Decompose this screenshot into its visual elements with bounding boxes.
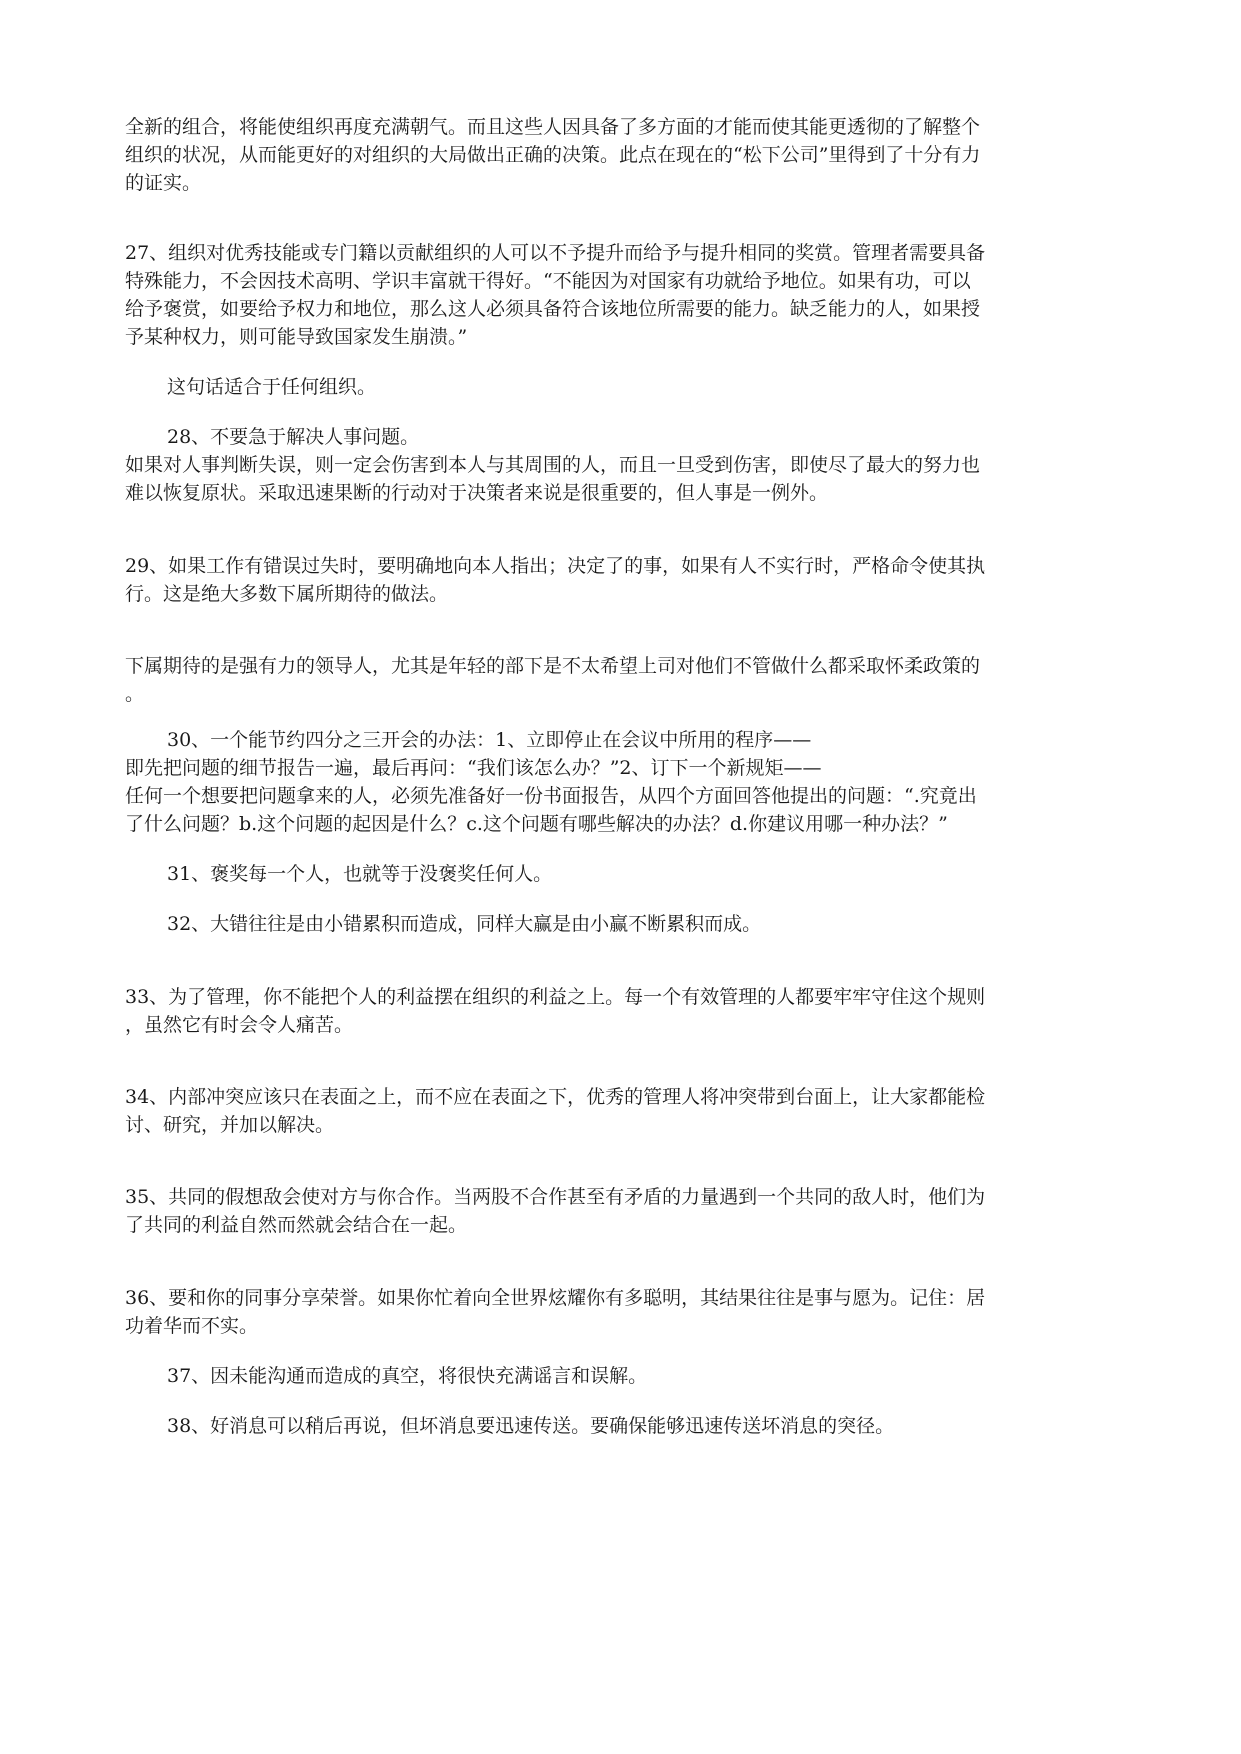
text-line: 功着华而不实。 bbox=[125, 1315, 259, 1337]
text-line: 讨、研究，并加以解决。 bbox=[125, 1114, 335, 1136]
text-line: 下属期待的是强有力的领导人，尤其是年轻的部下是不太希望上司对他们不管做什么都采取怀柔政策的 bbox=[125, 655, 981, 677]
text-line: 予某种权力，则可能导致国家发生崩溃。” bbox=[125, 326, 468, 348]
text-line: 33、为了管理，你不能把个人的利益摆在组织的利益之上。每一个有效管理的人都要牢牢守住这个规则 bbox=[125, 986, 986, 1008]
text-line: 36、要和你的同事分享荣誉。如果你忙着向全世界炫耀你有多聪明，其结果往往是事与愿为。记住：居 bbox=[125, 1287, 986, 1309]
text-line: 38、好消息可以稍后再说，但坏消息要迅速传送。要确保能够迅速传送坏消息的突径。 bbox=[167, 1415, 895, 1437]
text-line: 这句话适合于任何组织。 bbox=[167, 376, 377, 398]
text-line: 难以恢复原状。采取迅速果断的行动对于决策者来说是很重要的，但人事是一例外。 bbox=[125, 482, 829, 504]
text-line: 27、组织对优秀技能或专门籍以贡献组织的人可以不予提升而给予与提升相同的奖赏。管理者需要具备 bbox=[125, 242, 986, 264]
text-line: 31、褒奖每一个人，也就等于没褒奖任何人。 bbox=[167, 863, 553, 885]
text-line: 30、一个能节约四分之三开会的办法：1、立即停止在会议中所用的程序—— bbox=[167, 729, 812, 751]
text-line: 。 bbox=[125, 683, 145, 705]
text-line: 如果对人事判断失误，则一定会伤害到本人与其周围的人，而且一旦受到伤害，即使尽了最大的努力也 bbox=[125, 454, 981, 476]
text-line: 29、如果工作有错误过失时，要明确地向本人指出；决定了的事，如果有人不实行时，严格命令使其执 bbox=[125, 555, 986, 577]
text-line: 了什么问题？b.这个问题的起因是什么？c.这个问题有哪些解决的办法？d.你建议用哪一种办法？” bbox=[125, 813, 948, 835]
text-line: 了共同的利益自然而然就会结合在一起。 bbox=[125, 1214, 468, 1236]
text-line: 34、内部冲突应该只在表面之上，而不应在表面之下，优秀的管理人将冲突带到台面上，让大家都能检 bbox=[125, 1086, 986, 1108]
text-line: 组织的状况，从而能更好的对组织的大局做出正确的决策。此点在现在的“松下公司”里得到了十分有力 bbox=[125, 144, 981, 166]
text-line: 的证实。 bbox=[125, 172, 202, 194]
text-line: 35、共同的假想敌会使对方与你合作。当两股不合作甚至有矛盾的力量遇到一个共同的敌人时，他们为 bbox=[125, 1186, 986, 1208]
text-line: 全新的组合，将能使组织再度充满朝气。而且这些人因具备了多方面的才能而使其能更透彻的了解整个 bbox=[125, 116, 981, 138]
text-line: 行。这是绝大多数下属所期待的做法。 bbox=[125, 583, 449, 605]
text-line: 即先把问题的细节报告一遍，最后再问：“我们该怎么办？”2、订下一个新规矩—— bbox=[125, 757, 822, 779]
text-line: 32、大错往往是由小错累积而造成，同样大赢是由小赢不断累积而成。 bbox=[167, 913, 762, 935]
text-line: 特殊能力，不会因技术高明、学识丰富就干得好。“不能因为对国家有功就给予地位。如果有功，可以 bbox=[125, 270, 971, 292]
text-line: ，虽然它有时会令人痛苦。 bbox=[125, 1014, 354, 1036]
text-line: 任何一个想要把问题拿来的人，必须先准备好一份书面报告，从四个方面回答他提出的问题：“.究竟出 bbox=[125, 785, 977, 807]
text-line: 37、因未能沟通而造成的真空，将很快充满谣言和误解。 bbox=[167, 1365, 648, 1387]
text-line: 28、不要急于解决人事问题。 bbox=[167, 426, 420, 448]
text-line: 给予褒赏，如要给予权力和地位，那么这人必须具备符合该地位所需要的能力。缺乏能力的人，如果授 bbox=[125, 298, 981, 320]
